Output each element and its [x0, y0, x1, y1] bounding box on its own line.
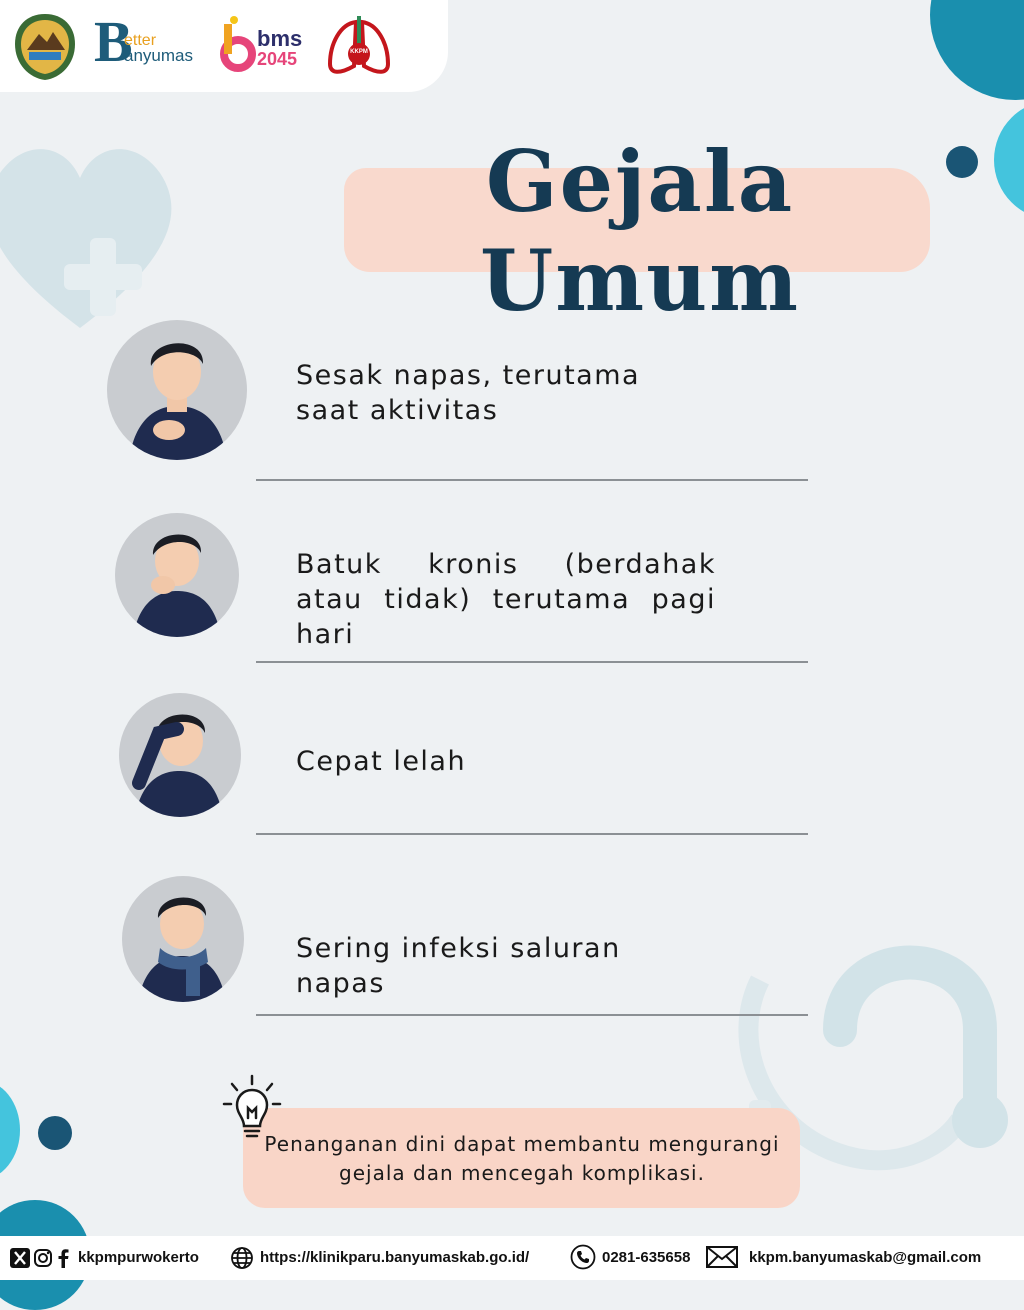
- facebook-icon[interactable]: [56, 1248, 70, 1268]
- phone-number[interactable]: 0281-635658: [602, 1249, 691, 1266]
- divider: [256, 661, 808, 663]
- coughing-man-illustration: [115, 513, 239, 637]
- breathless-man-illustration: [107, 320, 247, 460]
- kkpm-logo-text: KKPM: [350, 49, 368, 55]
- mail-icon: [706, 1246, 738, 1268]
- website-link[interactable]: https://klinikparu.banyumaskab.go.id/: [260, 1249, 530, 1266]
- instagram-icon[interactable]: [33, 1248, 53, 1268]
- page-title: Gejala Umum: [479, 132, 801, 330]
- decor-dot-bottom-left: [38, 1116, 72, 1150]
- social-handle[interactable]: kkpmpurwokerto: [78, 1249, 199, 1266]
- bms-text: bms: [257, 26, 303, 51]
- symptom-text: Sering infeksi saluran napas: [296, 933, 621, 999]
- tip-text: Penanganan dini dapat membantu mengurangi gejala dan mencegah komplikasi.: [264, 1132, 780, 1185]
- symptom-text: Batuk kronis (berdahak atau tidak) terutama pagi hari: [296, 549, 716, 650]
- email-address[interactable]: kkpm.banyumaskab@gmail.com: [749, 1249, 982, 1266]
- better-banyumas-logo: [94, 9, 212, 78]
- divider: [256, 1014, 808, 1016]
- background-heart-decoration: [0, 118, 180, 348]
- x-social-icon[interactable]: [10, 1248, 30, 1268]
- phone-icon: [570, 1244, 596, 1270]
- tired-man-illustration: [119, 693, 241, 817]
- better-banyumas-top: etter: [124, 32, 157, 49]
- decor-dot-top-right: [946, 146, 978, 178]
- divider: [256, 833, 808, 835]
- kkpm-lungs-logo: [326, 14, 392, 78]
- decor-circle-top-right-large: [930, 0, 1024, 100]
- decor-circle-bottom-left-cyan: [0, 1080, 20, 1180]
- bms-year: 2045: [257, 49, 298, 69]
- sick-man-scarf-illustration: [122, 876, 244, 1002]
- symptom-text: Sesak napas, terutama saat aktivitas: [296, 360, 641, 426]
- divider: [256, 479, 808, 481]
- bms-2045-logo: [220, 14, 312, 74]
- globe-icon: [230, 1246, 254, 1270]
- better-banyumas-initial: B: [94, 9, 133, 74]
- better-banyumas-bottom: anyumas: [124, 46, 193, 65]
- decor-circle-right-cyan: [994, 100, 1024, 220]
- kabupaten-banyumas-seal: [13, 12, 77, 82]
- symptom-text: Cepat lelah: [296, 746, 467, 777]
